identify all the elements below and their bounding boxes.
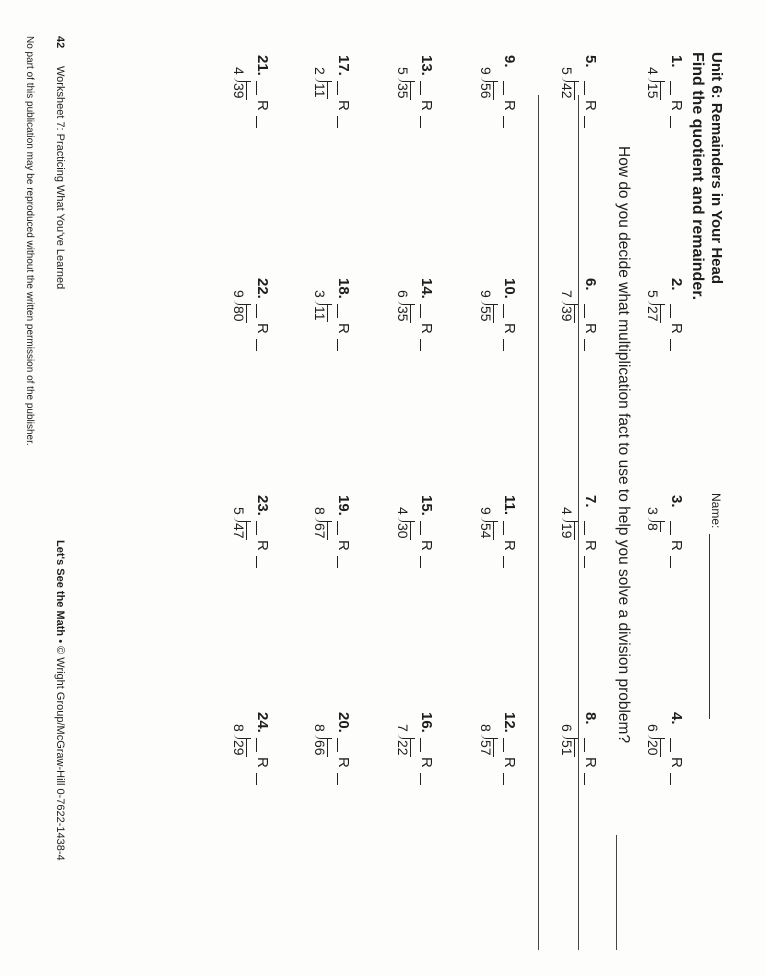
remainder-blank[interactable] — [337, 339, 338, 351]
remainder-label: R — [582, 540, 599, 551]
quotient-blank[interactable] — [503, 521, 504, 535]
quotient-blank[interactable] — [420, 81, 421, 95]
quotient-blank[interactable] — [670, 521, 671, 535]
remainder-blank[interactable] — [337, 773, 338, 785]
problem-number: 13. — [418, 55, 435, 76]
remainder-blank[interactable] — [337, 116, 338, 128]
remainder-label: R — [335, 323, 352, 334]
division-problem — [543, 495, 599, 615]
remainder-label: R — [668, 100, 685, 111]
remainder-blank[interactable] — [256, 556, 257, 568]
divisor: 4 — [395, 507, 411, 515]
quotient-blank[interactable] — [337, 738, 338, 752]
division-problem — [629, 712, 685, 832]
remainder-blank[interactable] — [584, 556, 585, 568]
problem-number: 1. — [668, 55, 685, 68]
problem-number: 23. — [254, 495, 271, 516]
remainder-label: R — [254, 540, 271, 551]
remainder-blank[interactable] — [420, 116, 421, 128]
dividend: 35 — [395, 306, 411, 322]
worksheet-title: Worksheet 7: Practicing What You've Learned — [54, 66, 66, 290]
quotient-blank[interactable] — [256, 521, 257, 535]
divisor: 6 — [645, 724, 661, 732]
quotient-blank[interactable] — [584, 521, 585, 535]
problem-number: 4. — [668, 712, 685, 725]
remainder-blank[interactable] — [420, 773, 421, 785]
problem-number: 9. — [501, 55, 518, 68]
remainder-label: R — [501, 100, 518, 111]
quotient-blank[interactable] — [420, 521, 421, 535]
remainder-blank[interactable] — [584, 339, 585, 351]
dividend: 15 — [645, 83, 661, 99]
page-number: 42 — [54, 36, 66, 49]
division-problem — [543, 278, 599, 398]
problem-number: 17. — [335, 55, 352, 76]
divisor: 9 — [478, 507, 494, 515]
division-problem — [215, 55, 271, 175]
divisor: 9 — [231, 290, 247, 298]
problem-number: 7. — [582, 495, 599, 508]
problem-number: 22. — [254, 278, 271, 299]
division-problem — [215, 278, 271, 398]
remainder-label: R — [501, 323, 518, 334]
quotient-blank[interactable] — [256, 304, 257, 318]
unit-title: Unit 6: Remainders in Your Head — [708, 52, 725, 284]
dividend: 80 — [231, 306, 247, 322]
divisor: 8 — [312, 507, 328, 515]
divisor: 4 — [231, 67, 247, 75]
problem-number: 11. — [501, 495, 518, 516]
divisor: 4 — [645, 67, 661, 75]
remainder-label: R — [501, 540, 518, 551]
dividend: 39 — [231, 83, 247, 99]
quotient-blank[interactable] — [420, 738, 421, 752]
division-problem — [296, 495, 352, 615]
remainder-label: R — [668, 757, 685, 768]
dividend: 66 — [312, 740, 328, 756]
division-problem — [462, 55, 518, 175]
dividend: 54 — [478, 523, 494, 539]
remainder-label: R — [254, 323, 271, 334]
remainder-blank[interactable] — [503, 773, 504, 785]
remainder-blank[interactable] — [670, 116, 671, 128]
divisor: 5 — [395, 67, 411, 75]
problem-number: 18. — [335, 278, 352, 299]
division-problem — [296, 55, 352, 175]
dividend: 29 — [231, 740, 247, 756]
division-problem — [629, 278, 685, 398]
division-problem — [379, 495, 435, 615]
quotient-blank[interactable] — [670, 304, 671, 318]
remainder-label: R — [335, 100, 352, 111]
divisor: 2 — [312, 67, 328, 75]
divisor: 8 — [231, 724, 247, 732]
divisor: 5 — [645, 290, 661, 298]
division-problem — [379, 712, 435, 832]
remainder-label: R — [668, 540, 685, 551]
remainder-blank[interactable] — [503, 556, 504, 568]
divisor: 3 — [645, 507, 661, 515]
quotient-blank[interactable] — [337, 304, 338, 318]
answer-line[interactable] — [616, 835, 617, 950]
problem-number: 19. — [335, 495, 352, 516]
remainder-label: R — [418, 323, 435, 334]
dividend: 57 — [478, 740, 494, 756]
remainder-blank[interactable] — [256, 339, 257, 351]
remainder-label: R — [254, 757, 271, 768]
dividend: 27 — [645, 306, 661, 322]
name-field[interactable] — [709, 534, 710, 719]
remainder-label: R — [335, 540, 352, 551]
problem-number: 15. — [418, 495, 435, 516]
division-problem — [543, 712, 599, 832]
division-problem — [379, 278, 435, 398]
quotient-blank[interactable] — [503, 738, 504, 752]
dividend: 47 — [231, 523, 247, 539]
remainder-label: R — [418, 540, 435, 551]
problem-number: 14. — [418, 278, 435, 299]
quotient-blank[interactable] — [670, 81, 671, 95]
quotient-blank[interactable] — [503, 304, 504, 318]
remainder-blank[interactable] — [584, 116, 585, 128]
dividend: 22 — [395, 740, 411, 756]
division-problem — [462, 278, 518, 398]
remainder-blank[interactable] — [670, 556, 671, 568]
division-problem — [629, 495, 685, 615]
division-problem — [296, 712, 352, 832]
copyright-notice: No part of this publication may be reproduced without the written permission of the publisher. — [24, 36, 35, 446]
divisor: 4 — [559, 507, 575, 515]
problem-number: 2. — [668, 278, 685, 291]
credit-text: • © Wright Group/McGraw-Hill 0-7622-1438-4 — [54, 636, 66, 861]
division-problem — [462, 495, 518, 615]
quotient-blank[interactable] — [256, 81, 257, 95]
dividend: 55 — [478, 306, 494, 322]
dividend: 56 — [478, 83, 494, 99]
divisor: 7 — [559, 290, 575, 298]
dividend: 39 — [559, 306, 575, 322]
division-problem — [215, 495, 271, 615]
problem-number: 3. — [668, 495, 685, 508]
divisor: 9 — [478, 290, 494, 298]
remainder-blank[interactable] — [256, 773, 257, 785]
problem-number: 21. — [254, 55, 271, 76]
division-problem — [629, 55, 685, 175]
quotient-blank[interactable] — [584, 81, 585, 95]
divisor: 8 — [478, 724, 494, 732]
name-label: Name: — [709, 493, 723, 529]
remainder-blank[interactable] — [337, 556, 338, 568]
series-name: Let's See the Math — [54, 540, 66, 637]
remainder-blank[interactable] — [503, 116, 504, 128]
remainder-label: R — [418, 100, 435, 111]
remainder-label: R — [254, 100, 271, 111]
quotient-blank[interactable] — [503, 81, 504, 95]
dividend: 11 — [312, 83, 328, 98]
divisor: 8 — [312, 724, 328, 732]
quotient-blank[interactable] — [584, 738, 585, 752]
division-problem — [543, 55, 599, 175]
problem-number: 6. — [582, 278, 599, 291]
divisor: 3 — [312, 290, 328, 298]
publisher-credit — [54, 540, 66, 861]
remainder-label: R — [418, 757, 435, 768]
problem-number: 24. — [254, 712, 271, 733]
problem-number: 20. — [335, 712, 352, 733]
quotient-blank[interactable] — [420, 304, 421, 318]
divisor: 5 — [231, 507, 247, 515]
quotient-blank[interactable] — [584, 304, 585, 318]
divisor: 6 — [395, 290, 411, 298]
divisor: 9 — [478, 67, 494, 75]
dividend: 30 — [395, 523, 411, 539]
quotient-blank[interactable] — [337, 521, 338, 535]
remainder-blank[interactable] — [670, 773, 671, 785]
quotient-blank[interactable] — [670, 738, 671, 752]
remainder-blank[interactable] — [256, 116, 257, 128]
dividend: 19 — [559, 523, 575, 539]
remainder-blank[interactable] — [584, 773, 585, 785]
remainder-label: R — [582, 757, 599, 768]
remainder-label: R — [582, 100, 599, 111]
remainder-label: R — [668, 323, 685, 334]
division-problem — [296, 278, 352, 398]
dividend: 8 — [645, 523, 661, 531]
remainder-blank[interactable] — [420, 556, 421, 568]
problem-number: 16. — [418, 712, 435, 733]
problem-number: 8. — [582, 712, 599, 725]
dividend: 11 — [312, 306, 328, 321]
answer-line[interactable] — [538, 95, 539, 950]
remainder-blank[interactable] — [670, 339, 671, 351]
answer-line[interactable] — [578, 95, 579, 950]
problem-number: 5. — [582, 55, 599, 68]
remainder-blank[interactable] — [420, 339, 421, 351]
dividend: 35 — [395, 83, 411, 99]
divisor: 5 — [559, 67, 575, 75]
divisor: 6 — [559, 724, 575, 732]
reflection-question: How do you decide what multiplication fact to use to help you solve a division problem? — [615, 146, 632, 744]
division-problem — [379, 55, 435, 175]
remainder-blank[interactable] — [503, 339, 504, 351]
problem-number: 12. — [501, 712, 518, 733]
quotient-blank[interactable] — [256, 738, 257, 752]
dividend: 20 — [645, 740, 661, 756]
dividend: 42 — [559, 83, 575, 99]
dividend: 51 — [559, 740, 575, 756]
division-problem — [462, 712, 518, 832]
instructions: Find the quotient and remainder. — [689, 52, 706, 301]
problem-number: 10. — [501, 278, 518, 299]
divisor: 7 — [395, 724, 411, 732]
remainder-label: R — [335, 757, 352, 768]
remainder-label: R — [582, 323, 599, 334]
dividend: 67 — [312, 523, 328, 539]
division-problem — [215, 712, 271, 832]
remainder-label: R — [501, 757, 518, 768]
quotient-blank[interactable] — [337, 81, 338, 95]
